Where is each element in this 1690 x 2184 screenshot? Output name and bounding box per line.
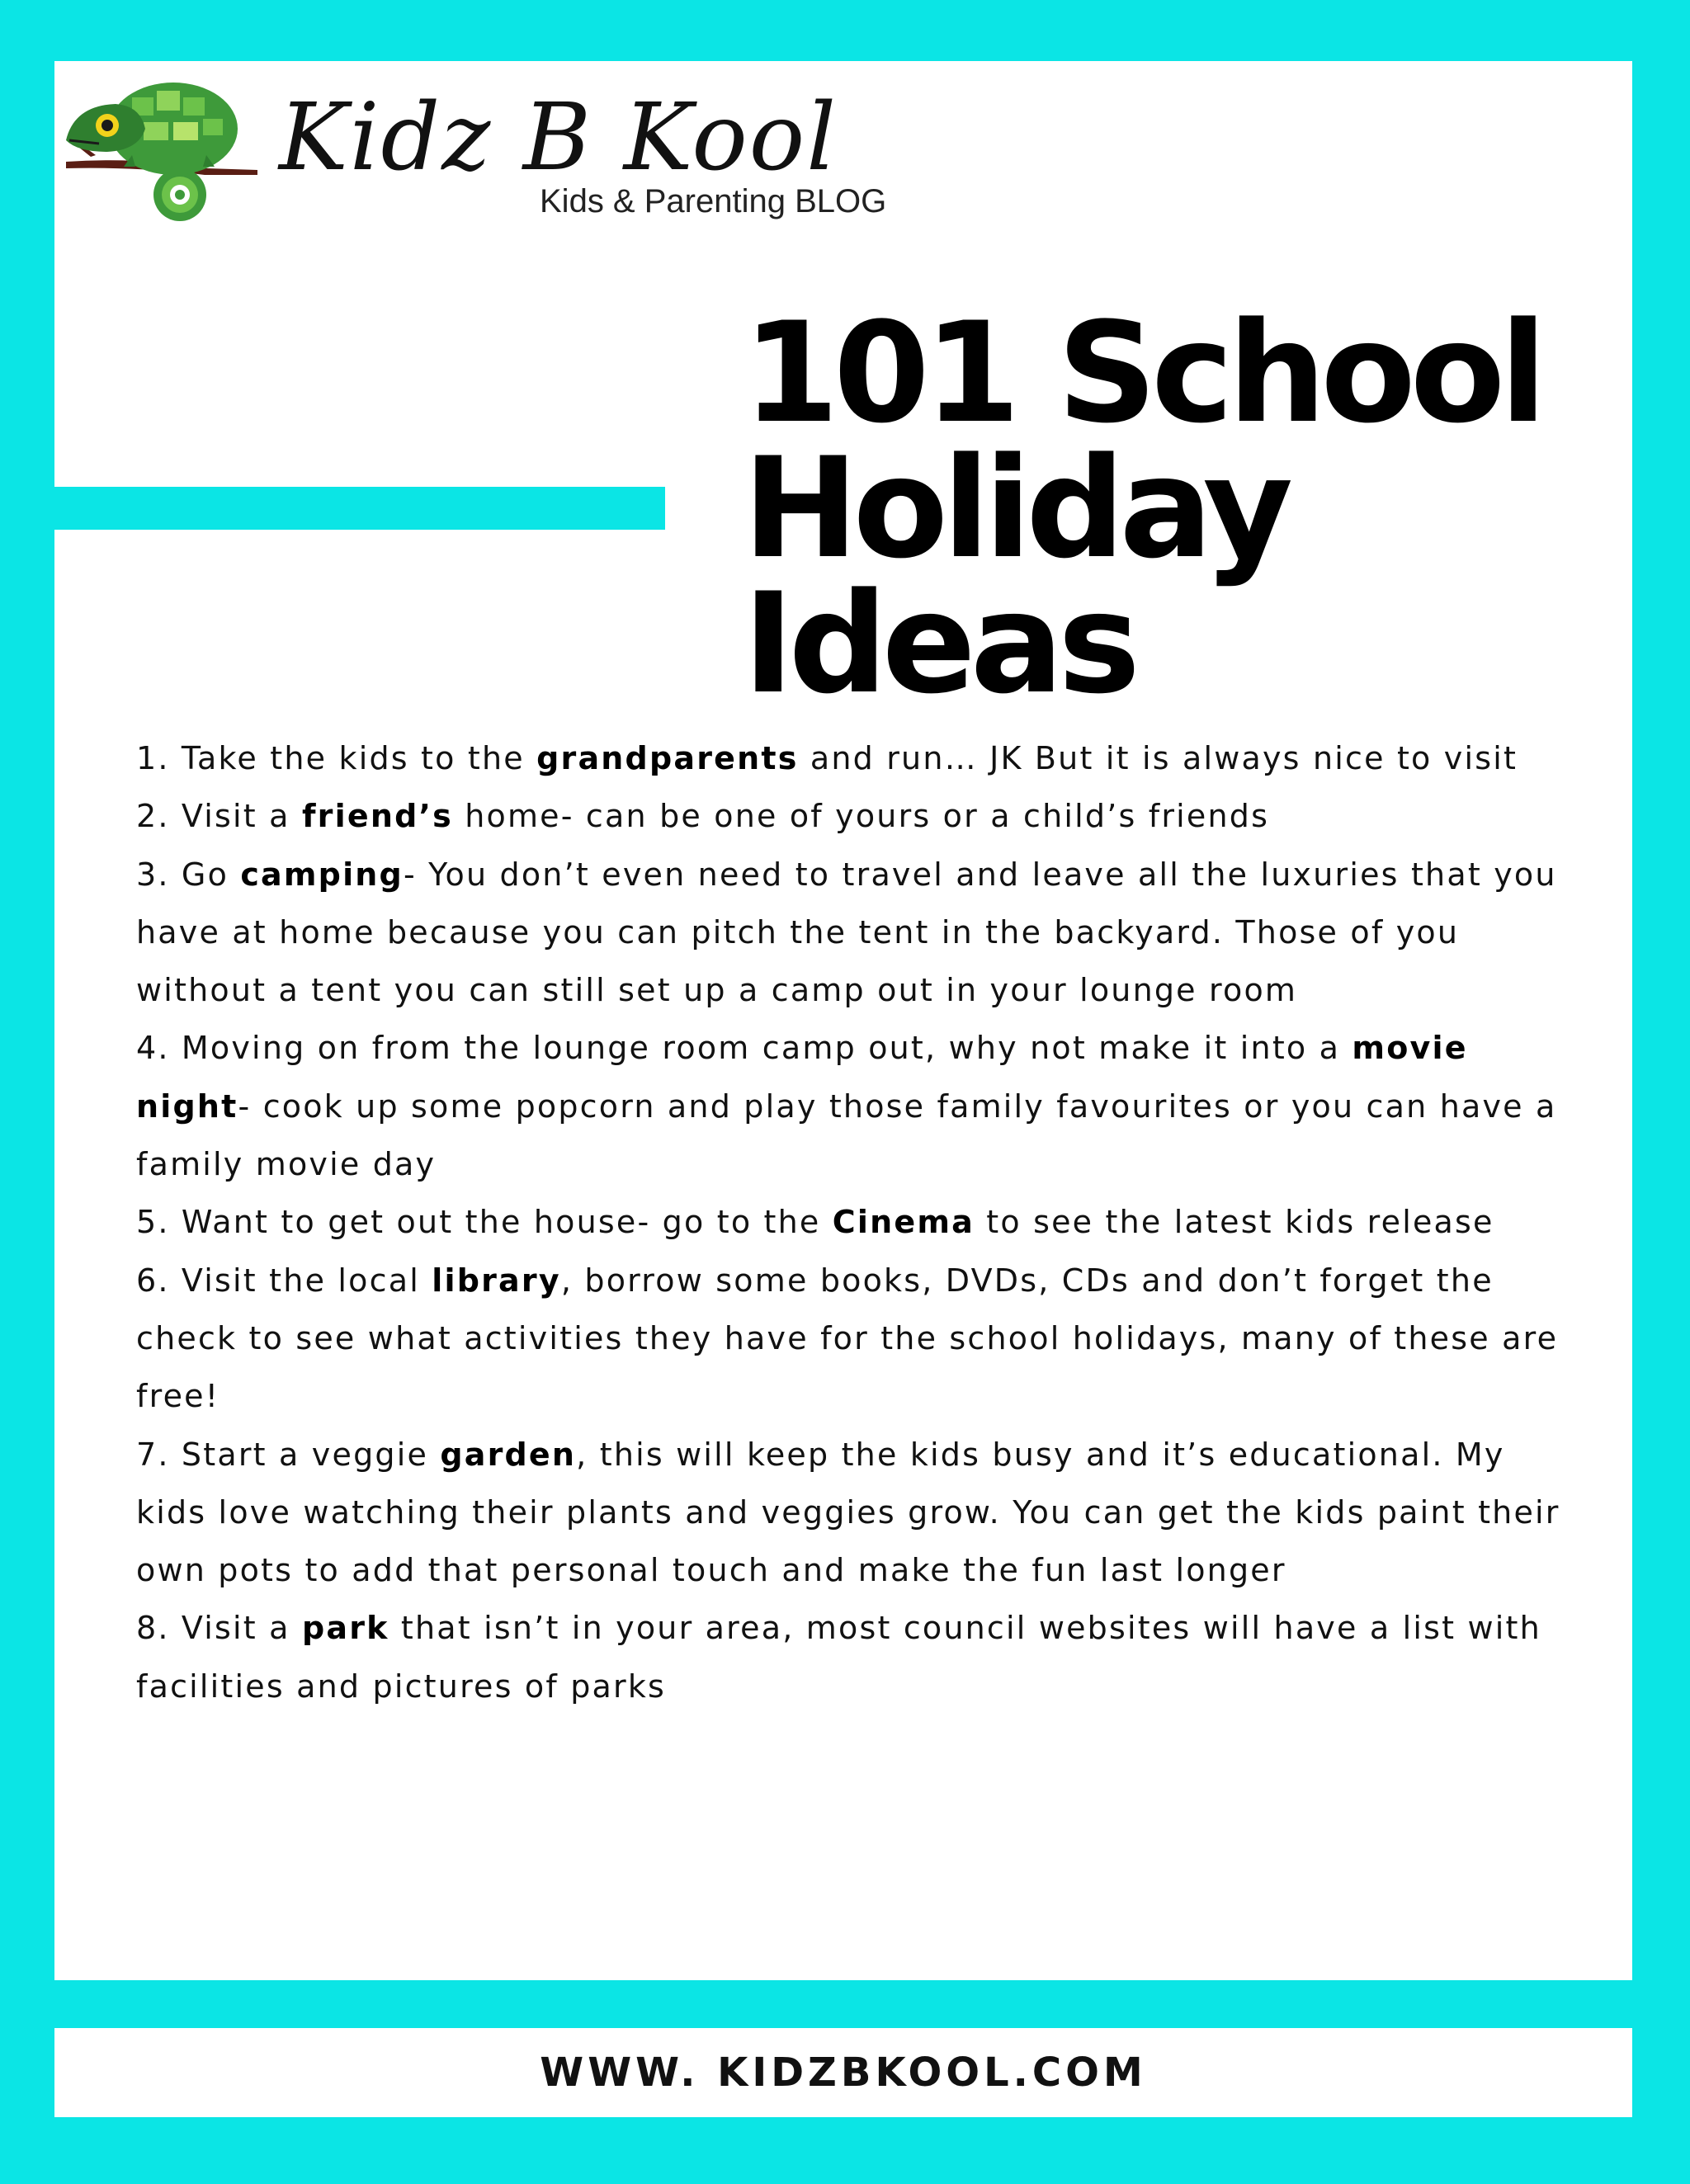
idea-keyword: grandparents <box>536 740 799 776</box>
idea-keyword: garden <box>440 1436 577 1473</box>
list-item <box>136 1019 1572 1193</box>
idea-text: that isn’t in your area, most council websites will have a list with facilities and pictures of parks <box>136 1610 1541 1705</box>
ideas-list <box>136 729 1572 1715</box>
idea-text: 2. Visit a <box>136 798 302 835</box>
list-item <box>136 1599 1572 1715</box>
page-title <box>743 292 1609 724</box>
idea-text: - cook up some popcorn and play those family favourites or you can have a family movie day <box>136 1087 1557 1183</box>
list-item <box>136 729 1572 787</box>
idea-text: , borrow some books, DVDs, CDs and don’t forget the check to see what activities they have for the school holidays, many of these are free! <box>136 1262 1559 1415</box>
idea-keyword: library <box>432 1262 561 1299</box>
idea-text: 5. Want to get out the house- go to the <box>136 1204 833 1241</box>
idea-keyword: camping <box>240 856 404 893</box>
idea-text: 8. Visit a <box>136 1610 302 1647</box>
idea-text: 7. Start a veggie <box>136 1436 441 1473</box>
brand-name: Kidz B Kool <box>279 84 838 191</box>
idea-text: , this will keep the kids busy and it’s educational. My kids love watching their plants and veggies grow. You can get the kids paint their own pots to add that personal touch and make the fun last longer <box>136 1436 1560 1589</box>
idea-text: home- can be one of yours or a child’s friends <box>452 798 1270 835</box>
idea-text: and run… JK But it is always nice to visit <box>798 740 1518 776</box>
idea-text: - You don’t even need to travel and leave all the luxuries that you have at home because you can pitch the tent in the backyard. Those of you without a tent you can still set up a camp out in your lounge room <box>136 856 1557 1009</box>
title-line-2: Holiday <box>743 427 1288 589</box>
accent-bar <box>54 487 665 530</box>
brand-tagline: Kids & Parenting BLOG <box>540 183 887 219</box>
website-link[interactable]: WWW. KIDZBKOOL.COM <box>540 2050 1147 2096</box>
idea-text: 3. Go <box>136 856 241 893</box>
idea-text: 1. Take the kids to the <box>136 740 537 776</box>
footer <box>54 2028 1632 2117</box>
idea-keyword: friend’s <box>301 798 453 835</box>
list-item <box>136 787 1572 845</box>
idea-keyword: park <box>301 1610 389 1647</box>
title-line-3: Ideas <box>743 563 1135 724</box>
list-item <box>136 846 1572 1020</box>
title-line-1: 101 School <box>743 292 1541 454</box>
idea-keyword: Cinema <box>832 1204 975 1241</box>
list-item <box>136 1193 1572 1251</box>
idea-keyword: movie night <box>136 1030 1468 1125</box>
idea-text: 6. Visit the local <box>136 1262 432 1299</box>
idea-text: to see the latest kids release <box>974 1204 1494 1241</box>
chameleon-icon <box>41 64 264 229</box>
list-item <box>136 1426 1572 1600</box>
idea-text: 4. Moving on from the lounge room camp out, why not make it into a <box>136 1030 1352 1067</box>
list-item <box>136 1252 1572 1426</box>
